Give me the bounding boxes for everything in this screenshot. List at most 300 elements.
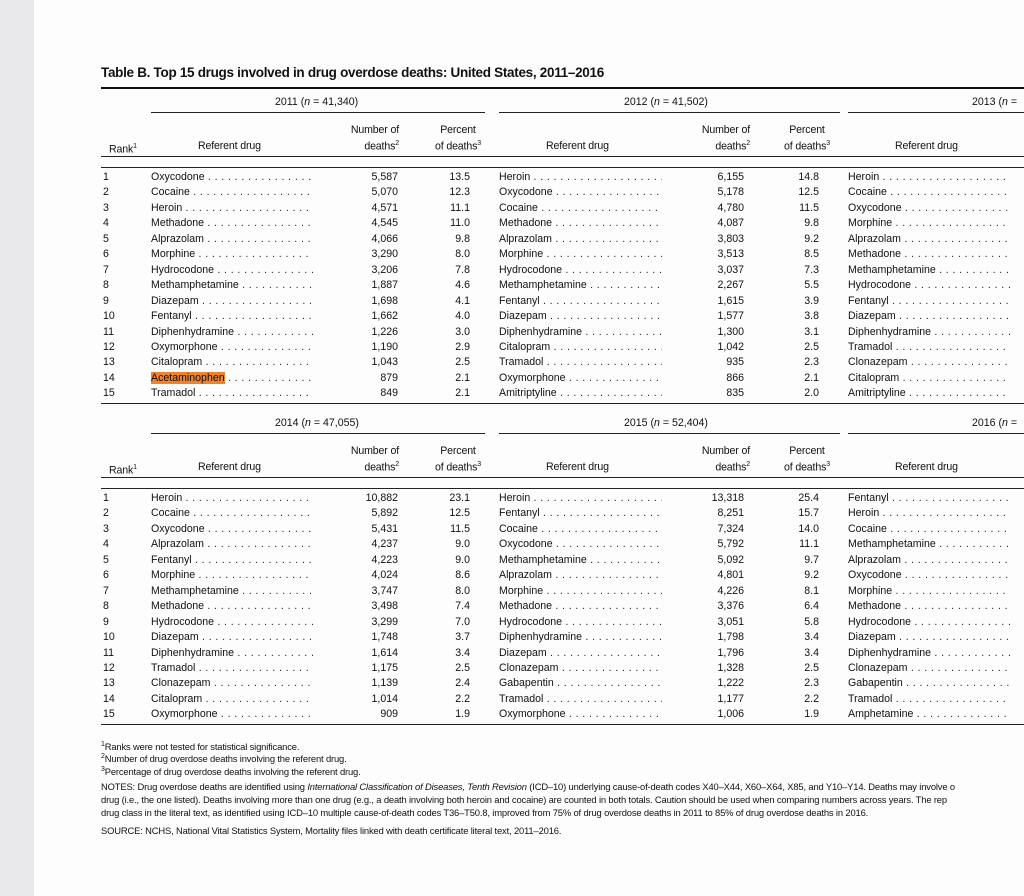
number-of-deaths-header: Number of deaths$^2$ — [701, 124, 750, 153]
drug-name: Methamphetamine — [151, 279, 239, 292]
year-spanner-rule — [848, 112, 1024, 113]
drug-cell — [848, 216, 1010, 232]
drug-cell — [499, 522, 662, 538]
percent-of-deaths-header: Percent of deaths$^3$ — [435, 124, 481, 153]
referent-drug-header: Referent drug — [198, 461, 261, 473]
percent-cell: 25.4 — [798, 492, 819, 504]
percent-cell: 14.0 — [798, 522, 819, 535]
drug-name: Oxycodone — [848, 201, 902, 214]
deaths-cell: 909 — [380, 708, 398, 721]
drug-name: Alprazolam — [848, 553, 901, 566]
deaths-cell: 5,792 — [717, 538, 744, 551]
percent-cell: 3.1 — [804, 325, 819, 338]
table-rule — [101, 167, 1024, 168]
percent-cell: 12.3 — [449, 186, 470, 199]
rank-cell: 10 — [103, 631, 115, 644]
drug-name: Methamphetamine — [848, 538, 936, 551]
drug-name: Diphenhydramine — [151, 325, 235, 338]
rank-cell: 9 — [103, 294, 109, 307]
percent-cell: 2.2 — [455, 692, 470, 705]
drug-cell — [499, 340, 662, 356]
rank-cell: 6 — [103, 569, 109, 582]
drug-name: Diphenhydramine — [499, 325, 583, 338]
year-heading-2014: 2014 (n = 47,055) — [275, 417, 359, 429]
drug-cell — [499, 584, 662, 600]
notes-line-1: NOTES: Drug overdose deaths are identified using International Classification of Diseases, Tenth Revision (ICD–10) underlying cause-of-death codes X40–X44, X60–X64, X85, and Y10–Y14. Deaths may involve o — [101, 781, 955, 792]
drug-cell — [151, 599, 313, 615]
deaths-cell: 4,571 — [371, 201, 398, 214]
percent-cell: 2.4 — [455, 677, 470, 690]
percent-cell: 2.5 — [804, 340, 819, 353]
percent-of-deaths-header: Percent of deaths$^3$ — [784, 124, 830, 153]
drug-cell — [499, 568, 662, 584]
percent-cell: 5.8 — [804, 615, 819, 628]
deaths-cell: 3,513 — [717, 248, 744, 261]
rank-cell: 14 — [103, 371, 115, 384]
drug-cell — [499, 661, 662, 677]
percent-cell: 8.0 — [455, 248, 470, 261]
deaths-cell: 4,780 — [717, 201, 744, 214]
title-rule — [101, 87, 1024, 89]
percent-cell: 2.5 — [455, 661, 470, 674]
drug-name: Citalopram — [499, 340, 551, 353]
percent-cell: 2.2 — [804, 692, 819, 705]
deaths-cell: 5,587 — [371, 171, 398, 183]
drug-cell — [848, 325, 1010, 341]
percent-cell: 9.7 — [804, 553, 819, 566]
drug-cell — [848, 371, 1010, 387]
deaths-cell: 2,267 — [717, 279, 744, 292]
drug-name: Diazepam — [848, 631, 896, 644]
drug-cell — [151, 278, 313, 294]
drug-name: Cocaine — [499, 201, 538, 214]
drug-name: Citalopram — [848, 371, 900, 384]
year-spanner-rule — [499, 433, 840, 434]
rank-cell: 1 — [103, 492, 109, 504]
footnote-1: $^1$Ranks were not tested for statistical significance. — [101, 741, 300, 753]
drug-name: Clonazepam — [848, 661, 908, 674]
rank-header — [109, 461, 137, 478]
drug-name: Citalopram — [151, 692, 203, 705]
drug-cell — [848, 522, 1010, 538]
rank-header-sup: 1 — [133, 464, 137, 471]
table-rule — [101, 477, 1024, 478]
deaths-cell: 5,178 — [717, 186, 744, 199]
drug-name: Methadone — [848, 600, 902, 613]
drug-cell — [499, 630, 662, 646]
drug-name: Alprazolam — [151, 538, 204, 551]
drug-cell — [848, 599, 1010, 615]
drug-cell — [151, 263, 313, 279]
table-title: Table B. Top 15 drugs involved in drug overdose deaths: United States, 2011–2016 — [101, 65, 604, 80]
drug-cell — [848, 355, 1010, 371]
percent-cell: 9.2 — [804, 232, 819, 245]
drug-cell — [499, 232, 662, 248]
percent-cell: 3.0 — [455, 325, 470, 338]
drug-name: Hydrocodone — [848, 615, 912, 628]
drug-cell — [848, 232, 1010, 248]
deaths-cell: 1,662 — [371, 310, 398, 323]
percent-cell: 9.8 — [455, 232, 470, 245]
referent-drug-header: Referent drug — [895, 461, 958, 473]
drug-name: Alprazolam — [848, 232, 901, 245]
drug-name: Oxymorphone — [151, 708, 218, 721]
deaths-cell: 1,615 — [717, 294, 744, 307]
year-spanner-rule — [151, 112, 485, 113]
year-heading-2015: 2015 (n = 52,404) — [624, 417, 708, 429]
drug-cell — [848, 692, 1010, 708]
drug-cell — [151, 568, 313, 584]
drug-name: Cocaine — [151, 507, 190, 520]
table-rule — [101, 156, 1024, 157]
percent-cell: 4.0 — [455, 310, 470, 323]
percent-cell: 3.9 — [804, 294, 819, 307]
percent-cell: 1.9 — [455, 708, 470, 721]
deaths-cell: 1,190 — [371, 340, 398, 353]
drug-name: Citalopram — [151, 356, 203, 369]
drug-cell — [848, 707, 1010, 723]
deaths-cell: 3,299 — [371, 615, 398, 628]
rank-cell: 5 — [103, 232, 109, 245]
percent-cell: 9.0 — [455, 553, 470, 566]
rank-cell: 1 — [103, 171, 109, 183]
table-rule — [101, 488, 1024, 489]
rank-cell: 15 — [103, 708, 115, 721]
drug-name: Alprazolam — [499, 232, 552, 245]
drug-name: Heroin — [848, 171, 880, 183]
document-page — [34, 0, 1024, 896]
drug-cell — [499, 325, 662, 341]
rank-cell: 2 — [103, 186, 109, 199]
referent-drug-header: Referent drug — [198, 140, 261, 152]
drug-name: Cocaine — [499, 522, 538, 535]
drug-name: Fentanyl — [848, 294, 889, 307]
drug-name: Methamphetamine — [151, 584, 239, 597]
drug-name: Heroin — [151, 201, 183, 214]
percent-cell: 3.8 — [804, 310, 819, 323]
drug-cell — [499, 506, 662, 522]
rank-cell: 14 — [103, 692, 115, 705]
drug-name: Clonazepam — [151, 677, 211, 690]
drug-cell — [151, 615, 313, 631]
drug-name: Cocaine — [848, 186, 887, 199]
drug-cell — [151, 676, 313, 692]
drug-cell — [499, 170, 662, 186]
deaths-cell: 1,139 — [371, 677, 398, 690]
drug-name: Oxymorphone — [499, 708, 566, 721]
percent-cell: 2.0 — [804, 387, 819, 400]
drug-name: Tramadol — [848, 340, 893, 353]
percent-cell: 12.5 — [798, 186, 819, 199]
drug-name: Hydrocodone — [848, 279, 912, 292]
drug-cell — [151, 309, 313, 325]
drug-cell — [848, 491, 1010, 507]
drug-cell — [848, 309, 1010, 325]
deaths-cell: 3,803 — [717, 232, 744, 245]
percent-cell: 11.5 — [450, 522, 470, 535]
drug-cell — [499, 247, 662, 263]
percent-cell: 8.1 — [804, 584, 819, 597]
rank-cell: 13 — [103, 356, 115, 369]
drug-cell — [151, 232, 313, 248]
percent-cell: 2.3 — [804, 677, 819, 690]
drug-cell — [151, 646, 313, 662]
deaths-cell: 5,070 — [371, 186, 398, 199]
drug-name: Diphenhydramine — [848, 325, 932, 338]
percent-cell: 11.5 — [799, 201, 819, 214]
drug-cell — [499, 599, 662, 615]
deaths-cell: 1,798 — [717, 631, 744, 644]
drug-cell — [848, 247, 1010, 263]
drug-cell — [151, 185, 313, 201]
deaths-cell: 1,006 — [717, 708, 744, 721]
drug-name: Methadone — [151, 600, 205, 613]
drug-cell — [848, 386, 1010, 402]
percent-cell: 2.1 — [804, 371, 819, 384]
percent-cell: 11.1 — [450, 201, 470, 214]
rank-cell: 6 — [103, 248, 109, 261]
drug-cell — [499, 707, 662, 723]
drug-cell — [499, 386, 662, 402]
deaths-cell: 1,226 — [371, 325, 398, 338]
percent-cell: 3.4 — [455, 646, 470, 659]
section-bottom-rule — [101, 724, 1024, 725]
drug-cell — [151, 170, 313, 186]
drug-name: Methadone — [499, 217, 553, 230]
year-heading-2013: 2013 (n = — [972, 96, 1018, 108]
drug-name: Hydrocodone — [499, 263, 563, 276]
drug-name: Heroin — [499, 171, 531, 183]
rank-cell: 7 — [103, 263, 109, 276]
deaths-cell: 866 — [726, 371, 744, 384]
drug-cell — [151, 325, 313, 341]
rank-cell: 10 — [103, 310, 115, 323]
deaths-cell: 6,155 — [717, 171, 744, 183]
drug-cell — [848, 615, 1010, 631]
drug-name: Fentanyl — [499, 507, 540, 520]
drug-name: Hydrocodone — [499, 615, 563, 628]
deaths-cell: 13,318 — [711, 492, 744, 504]
deaths-cell: 3,206 — [371, 263, 398, 276]
notes-line-2: drug (i.e., the one listed). Deaths involving more than one drug (e.g., a death involving both heroin and cocaine) are counted in both totals. Caution should be used when comparing numbers across years. The rep — [101, 794, 947, 805]
drug-name: Oxycodone — [151, 171, 205, 183]
drug-name: Heroin — [848, 507, 880, 520]
rank-cell: 3 — [103, 201, 109, 214]
drug-cell — [499, 491, 662, 507]
drug-name: Diazepam — [848, 310, 896, 323]
drug-name: Methadone — [499, 600, 553, 613]
deaths-cell: 1,887 — [371, 279, 398, 292]
number-of-deaths-header: Number of deaths$^2$ — [701, 445, 750, 474]
drug-cell — [499, 537, 662, 553]
deaths-cell: 4,545 — [371, 217, 398, 230]
percent-cell: 7.4 — [455, 600, 470, 613]
deaths-cell: 1,175 — [371, 661, 398, 674]
percent-cell: 14.8 — [798, 171, 819, 183]
deaths-cell: 5,431 — [371, 522, 398, 535]
drug-name: Methamphetamine — [848, 263, 936, 276]
percent-cell: 3.4 — [804, 646, 819, 659]
drug-cell — [499, 185, 662, 201]
drug-cell — [151, 630, 313, 646]
rank-header — [109, 140, 137, 157]
percent-cell: 9.8 — [804, 217, 819, 230]
drug-name: Diphenhydramine — [499, 631, 583, 644]
deaths-cell: 5,092 — [717, 553, 744, 566]
percent-cell: 9.2 — [804, 569, 819, 582]
deaths-cell: 4,801 — [717, 569, 744, 582]
drug-cell — [151, 201, 313, 217]
percent-cell: 11.1 — [799, 538, 819, 551]
deaths-cell: 3,051 — [717, 615, 744, 628]
rank-cell: 11 — [103, 646, 114, 659]
drug-cell — [151, 707, 313, 723]
drug-name: Tramadol — [499, 692, 544, 705]
deaths-cell: 1,748 — [371, 631, 398, 644]
number-of-deaths-header: Number of deaths$^2$ — [350, 445, 399, 474]
deaths-cell: 4,087 — [717, 217, 744, 230]
drug-name: Diphenhydramine — [151, 646, 235, 659]
drug-cell — [499, 263, 662, 279]
percent-cell: 6.4 — [804, 600, 819, 613]
deaths-cell: 849 — [380, 387, 398, 400]
percent-cell: 9.0 — [455, 538, 470, 551]
section-bottom-rule — [101, 403, 1024, 404]
percent-cell: 2.1 — [455, 387, 470, 400]
percent-cell: 4.6 — [455, 279, 470, 292]
deaths-cell: 1,796 — [717, 646, 744, 659]
drug-name: Heroin — [151, 492, 183, 504]
year-spanner-rule — [151, 433, 485, 434]
drug-cell — [499, 676, 662, 692]
deaths-cell: 1,328 — [717, 661, 744, 674]
drug-name: Amitriptyline — [848, 387, 906, 400]
drug-cell — [848, 646, 1010, 662]
deaths-cell: 3,290 — [371, 248, 398, 261]
drug-cell — [848, 340, 1010, 356]
drug-cell — [151, 491, 313, 507]
drug-name: Morphine — [499, 248, 544, 261]
drug-cell — [848, 170, 1010, 186]
percent-cell: 13.5 — [449, 171, 470, 183]
drug-name: Methamphetamine — [499, 279, 587, 292]
drug-name: Gabapentin — [499, 677, 554, 690]
deaths-cell: 1,043 — [371, 356, 398, 369]
drug-cell — [151, 371, 313, 387]
drug-name: Diazepam — [151, 294, 199, 307]
deaths-cell: 3,037 — [717, 263, 744, 276]
drug-cell — [848, 201, 1010, 217]
percent-cell: 8.6 — [455, 569, 470, 582]
drug-name: Gabapentin — [848, 677, 903, 690]
drug-cell — [848, 278, 1010, 294]
rank-cell: 12 — [103, 661, 115, 674]
year-heading-2011: 2011 (n = 41,340) — [275, 96, 359, 108]
rank-cell: 3 — [103, 522, 109, 535]
drug-name: Morphine — [499, 584, 544, 597]
deaths-cell: 1,577 — [717, 310, 744, 323]
deaths-cell: 3,376 — [717, 600, 744, 613]
drug-cell — [499, 201, 662, 217]
deaths-cell: 1,300 — [717, 325, 744, 338]
drug-cell — [848, 185, 1010, 201]
percent-cell: 4.1 — [455, 294, 470, 307]
drug-name: Methadone — [848, 248, 902, 261]
deaths-cell: 3,747 — [371, 584, 398, 597]
deaths-cell: 4,223 — [371, 553, 398, 566]
rank-cell: 7 — [103, 584, 109, 597]
percent-cell: 3.7 — [455, 631, 470, 644]
deaths-cell: 4,066 — [371, 232, 398, 245]
deaths-cell: 1,042 — [717, 340, 744, 353]
drug-cell — [848, 294, 1010, 310]
drug-cell — [151, 553, 313, 569]
rank-cell: 4 — [103, 217, 109, 230]
drug-cell — [499, 692, 662, 708]
drug-cell — [848, 630, 1010, 646]
source-line: SOURCE: NCHS, National Vital Statistics System, Mortality files linked with death certificate literal text, 2011–2016. — [101, 825, 562, 836]
rank-cell: 15 — [103, 387, 115, 400]
drug-name: Cocaine — [848, 522, 887, 535]
percent-cell: 2.1 — [455, 371, 470, 384]
deaths-cell: 1,014 — [371, 692, 398, 705]
deaths-cell: 4,024 — [371, 569, 398, 582]
deaths-cell: 935 — [726, 356, 744, 369]
drug-cell — [499, 615, 662, 631]
drug-name: Hydrocodone — [151, 615, 215, 628]
rank-header-label: Rank — [109, 143, 134, 156]
drug-name: Cocaine — [151, 186, 190, 199]
drug-cell — [151, 506, 313, 522]
drug-name: Fentanyl — [151, 553, 192, 566]
drug-name: Tramadol — [848, 692, 893, 705]
drug-cell — [151, 247, 313, 263]
rank-cell: 13 — [103, 677, 115, 690]
deaths-cell: 879 — [380, 371, 398, 384]
drug-name-highlighted: Acetaminophen — [151, 371, 225, 384]
rank-cell: 4 — [103, 538, 109, 551]
drug-cell — [151, 537, 313, 553]
referent-drug-header: Referent drug — [546, 140, 609, 152]
drug-name: Amitriptyline — [499, 387, 557, 400]
percent-cell: 8.0 — [455, 584, 470, 597]
deaths-cell: 3,498 — [371, 600, 398, 613]
deaths-cell: 1,222 — [717, 677, 744, 690]
rank-header-sup: 1 — [133, 143, 137, 150]
drug-name: Oxymorphone — [151, 340, 218, 353]
drug-name: Fentanyl — [499, 294, 540, 307]
percent-cell: 23.1 — [449, 492, 470, 504]
drug-name: Morphine — [848, 217, 893, 230]
drug-cell — [848, 506, 1010, 522]
footnote-2: $^2$Number of drug overdose deaths involving the referent drug. — [101, 753, 347, 765]
year-heading-2016: 2016 (n = — [972, 417, 1018, 429]
drug-name: Oxycodone — [848, 569, 902, 582]
drug-cell — [848, 584, 1010, 600]
drug-cell — [499, 294, 662, 310]
percent-cell: 7.3 — [804, 263, 819, 276]
footnote-3: $^3$Percentage of drug overdose deaths involving the referent drug. — [101, 766, 361, 778]
rank-header-label: Rank — [109, 464, 134, 477]
percent-cell: 2.5 — [804, 661, 819, 674]
drug-name: Morphine — [151, 569, 196, 582]
percent-cell: 1.9 — [804, 708, 819, 721]
drug-cell — [151, 386, 313, 402]
deaths-cell: 1,614 — [371, 646, 398, 659]
deaths-cell: 10,882 — [365, 492, 398, 504]
referent-drug-header: Referent drug — [895, 140, 958, 152]
drug-name: Methamphetamine — [499, 553, 587, 566]
